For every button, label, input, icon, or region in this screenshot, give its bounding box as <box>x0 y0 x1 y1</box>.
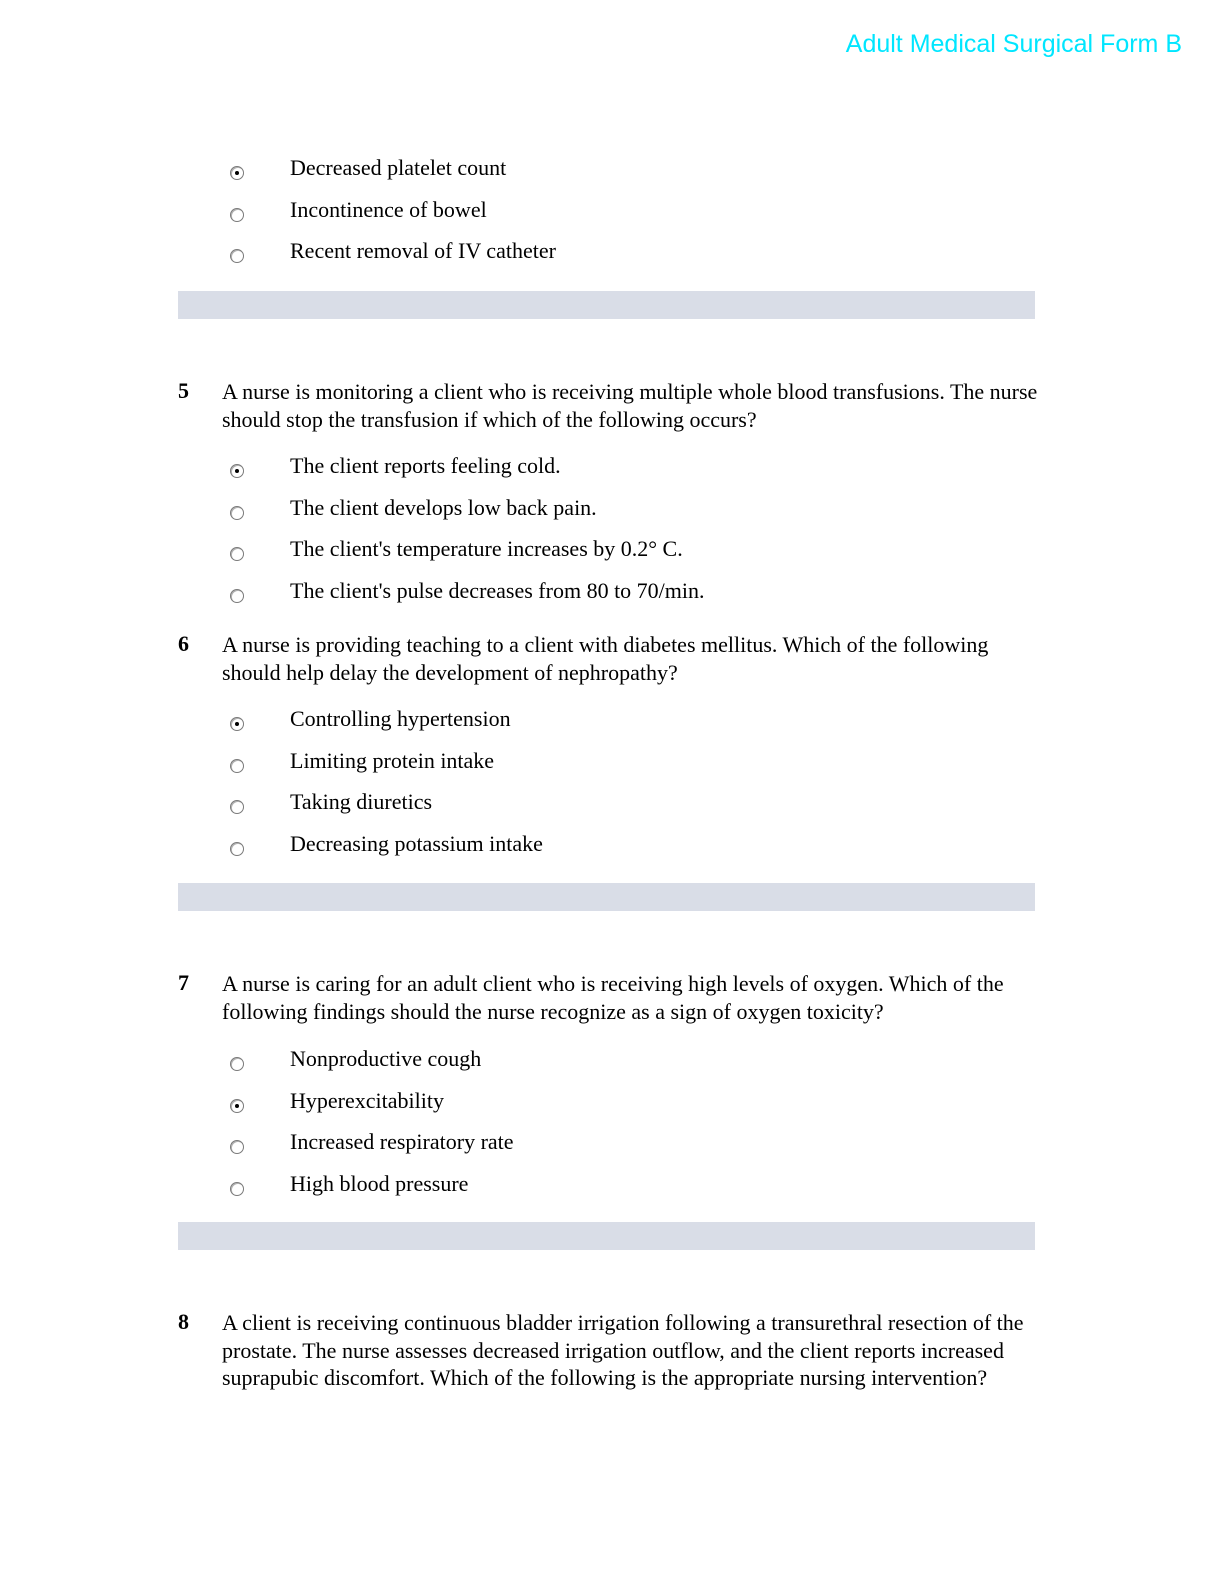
option-label: Nonproductive cough <box>290 1046 482 1071</box>
radio-icon[interactable] <box>230 842 244 856</box>
option-label: The client's pulse decreases from 80 to 70/min. <box>290 577 705 603</box>
option-label: The client reports feeling cold. <box>290 453 561 478</box>
question-divider <box>178 1222 1035 1250</box>
radio-selected-icon[interactable] <box>230 1099 244 1113</box>
question-divider <box>178 883 1035 911</box>
radio-selected-icon[interactable] <box>230 166 244 180</box>
radio-selected-icon[interactable] <box>230 464 244 478</box>
question-number: 6 <box>178 631 189 656</box>
option-label: Increased respiratory rate <box>290 1129 514 1155</box>
option-label: Taking diuretics <box>290 789 433 815</box>
radio-icon[interactable] <box>230 547 244 561</box>
option-label: Controlling hypertension <box>290 706 511 731</box>
radio-icon[interactable] <box>230 1057 244 1071</box>
option-label: Incontinence of bowel <box>290 196 487 222</box>
radio-icon[interactable] <box>230 800 244 814</box>
option-label: The client develops low back pain. <box>290 494 597 520</box>
radio-icon[interactable] <box>230 1140 244 1154</box>
radio-icon[interactable] <box>230 589 244 603</box>
option-label: Limiting protein intake <box>290 747 495 773</box>
radio-icon[interactable] <box>230 249 244 263</box>
option-label: The client's temperature increases by 0.2° C. <box>290 536 683 562</box>
option-label: High blood pressure <box>290 1170 469 1196</box>
question-number: 7 <box>178 970 189 995</box>
question-number: 8 <box>178 1309 189 1334</box>
option-label: Decreasing potassium intake <box>290 830 543 856</box>
question-number: 5 <box>178 378 189 403</box>
radio-selected-icon[interactable] <box>230 717 244 731</box>
radio-icon[interactable] <box>230 1182 244 1196</box>
question-text: A nurse is monitoring a client who is receiving multiple whole blood transfusions. The nurse should stop the transfusion if which of the following occurs? <box>222 379 1038 432</box>
option-label: Hyperexcitability <box>290 1087 444 1113</box>
question-text: A nurse is providing teaching to a client with diabetes mellitus. Which of the following should help delay the development of nephropathy? <box>222 632 989 685</box>
radio-icon[interactable] <box>230 506 244 520</box>
question-text: A nurse is caring for an adult client who is receiving high levels of oxygen. Which of the following findings should the nurse recognize as a sign of oxygen toxicity? <box>222 971 1004 1024</box>
option-label: Recent removal of IV catheter <box>290 238 556 264</box>
radio-icon[interactable] <box>230 759 244 773</box>
form-title: Adult Medical Surgical Form B <box>845 30 1182 58</box>
radio-icon[interactable] <box>230 208 244 222</box>
question-divider <box>178 291 1035 319</box>
question-text: A client is receiving continuous bladder irrigation following a transurethral resection of the prostate. The nurse assesses decreased irrigation outflow, and the client reports increased suprapubic discomfort. Which of the following is the appropriate nursing intervention? <box>222 1310 1024 1390</box>
option-label: Decreased platelet count <box>290 155 507 180</box>
